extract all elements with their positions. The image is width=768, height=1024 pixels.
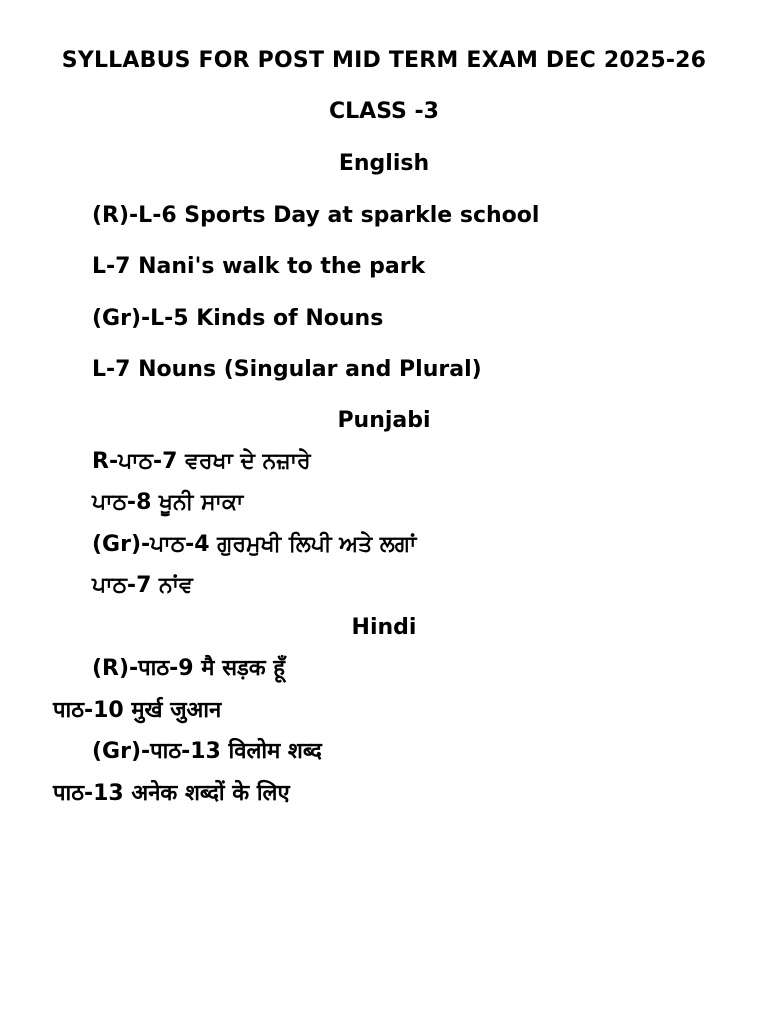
document-title: SYLLABUS FOR POST MID TERM EXAM DEC 2025-26 bbox=[61, 48, 707, 73]
hindi-line: पाठ-13 अनेक शब्दों के लिए bbox=[53, 781, 290, 806]
punjabi-line: (Gr)-ਪਾਠ-4 ਗੁਰਮੁਖੀ ਲਿਪੀ ਅਤੇ ਲਗਾਂ bbox=[92, 532, 417, 557]
section-heading-hindi: Hindi bbox=[351, 615, 417, 640]
class-label: CLASS -3 bbox=[329, 99, 439, 124]
section-heading-punjabi: Punjabi bbox=[337, 408, 431, 433]
english-line: L-7 Nani's walk to the park bbox=[92, 254, 426, 279]
english-line: L-7 Nouns (Singular and Plural) bbox=[92, 357, 482, 382]
hindi-line: (Gr)-पाठ-13 विलोम शब्द bbox=[92, 739, 322, 764]
punjabi-line: ਪਾਠ-8 ਖੂਨੀ ਸਾਕਾ bbox=[92, 490, 244, 515]
section-heading-english: English bbox=[338, 151, 430, 176]
punjabi-line: ਪਾਠ-7 ਨਾਂਵ bbox=[92, 573, 193, 598]
english-line: (Gr)-L-5 Kinds of Nouns bbox=[92, 306, 384, 331]
hindi-line: पाठ-10 मुर्ख जुआन bbox=[53, 698, 222, 723]
punjabi-line: R-ਪਾਠ-7 ਵਰਖਾ ਦੇ ਨਜ਼ਾਰੇ bbox=[92, 449, 311, 474]
english-line: (R)-L-6 Sports Day at sparkle school bbox=[92, 203, 540, 228]
hindi-line: (R)-पाठ-9 मै सड़क हूँ bbox=[92, 656, 285, 681]
